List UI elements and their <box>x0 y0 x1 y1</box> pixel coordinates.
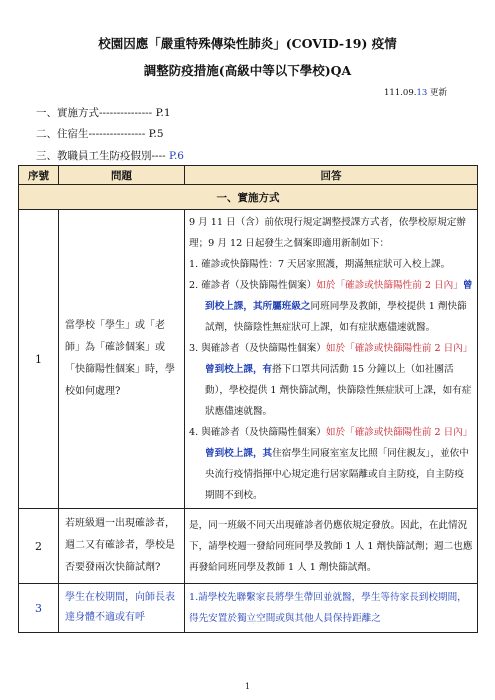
answer-item-2: 2. 確診者（及快篩陽性個案）如於「確診或快篩陽性前 2 日內」曾到校上課，其所屬班級之同班同學及教師，學校提供 1 劑快篩試劑，快篩陰性無症狀可上課，如有症狀應儘速就醫。 <box>189 280 473 333</box>
row-answer <box>185 210 478 509</box>
answer-intro: 9 月 11 日（含）前依現行規定調整授課方式者，依學校原規定辦理；9 月 12 日起發生之個案即適用新制如下： <box>189 217 466 249</box>
answer-item-1: 1. 確診或快篩陽性：7 天居家照護，期滿無症狀可入校上課。 <box>189 259 451 270</box>
page-number: 1 <box>244 682 251 691</box>
row-answer: 是，同一班級不同天出現確診者仍應依規定發放。因此，在此情況下，請學校週一發給同班同學及教師 1 人 1 劑快篩試劑；週二也應再發給同班同學及教師 1 人 1 劑快篩試劑。 <box>185 509 478 584</box>
toc-item-2[interactable]: 二、住宿生---------------- P.5 <box>36 128 164 140</box>
document-subtitle: 調整防疫措施(高級中等以下學校)QA <box>143 63 352 78</box>
answer-item-4: 4. 與確診者（及快篩陽性個案）如於「確診或快篩陽性前 2 日內」曾到校上課，其住宿學生同寢室室友比照「同住親友」，並依中央流行疫情指揮中心規定進行居家隔離或自主防疫，自主防疫期間不到校。 <box>189 427 473 501</box>
header-no: 序號 <box>19 166 59 185</box>
section-row <box>19 185 478 210</box>
update-date: 111.09.13 更新 <box>384 88 447 98</box>
qa-table <box>18 165 478 633</box>
toc-item-1[interactable]: 一、實施方式--------------- P.1 <box>36 107 171 119</box>
row-question: 當學校「學生」或「老師」為「確診個案」或「快篩陽性個案」時，學校如何處理? <box>59 210 185 509</box>
section-title: 一、實施方式 <box>19 185 478 210</box>
table-row <box>19 210 478 509</box>
document-title: 校園因應「嚴重特殊傳染性肺炎」(COVID-19) 疫情 <box>98 36 397 51</box>
row-number: 1 <box>19 210 59 509</box>
answer-item-3: 3. 與確診者（及快篩陽性個案）如於「確診或快篩陽性前 2 日內」曾到校上課，有搭下口罩共同活動 15 分鐘以上（如社團活動），學校提供 1 劑快篩試劑，快篩陰性無症狀可上課，如有症狀應儘速就醫。 <box>189 343 473 417</box>
header-question: 問題 <box>59 166 185 185</box>
row-answer: 1.請學校先聯繫家長將學生帶回並就醫，學生等待家長到校期間，得先安置於獨立空間或與其他人員保持距離之 <box>185 584 478 633</box>
row-question: 若班級週一出現確診者，週二又有確診者，學校是否要發兩次快篩試劑? <box>59 509 185 584</box>
header-answer: 回答 <box>185 166 478 185</box>
row-number: 2 <box>19 509 59 584</box>
table-row <box>19 509 478 584</box>
row-question: 學生在校期間，向師長表達身體不適或有呼 <box>59 584 185 633</box>
row-number: 3 <box>19 584 59 633</box>
table-header-row <box>19 166 478 185</box>
toc-item-3[interactable]: 三、教職員工生防疫假別---- P.6 <box>36 150 184 162</box>
table-row <box>19 584 478 633</box>
